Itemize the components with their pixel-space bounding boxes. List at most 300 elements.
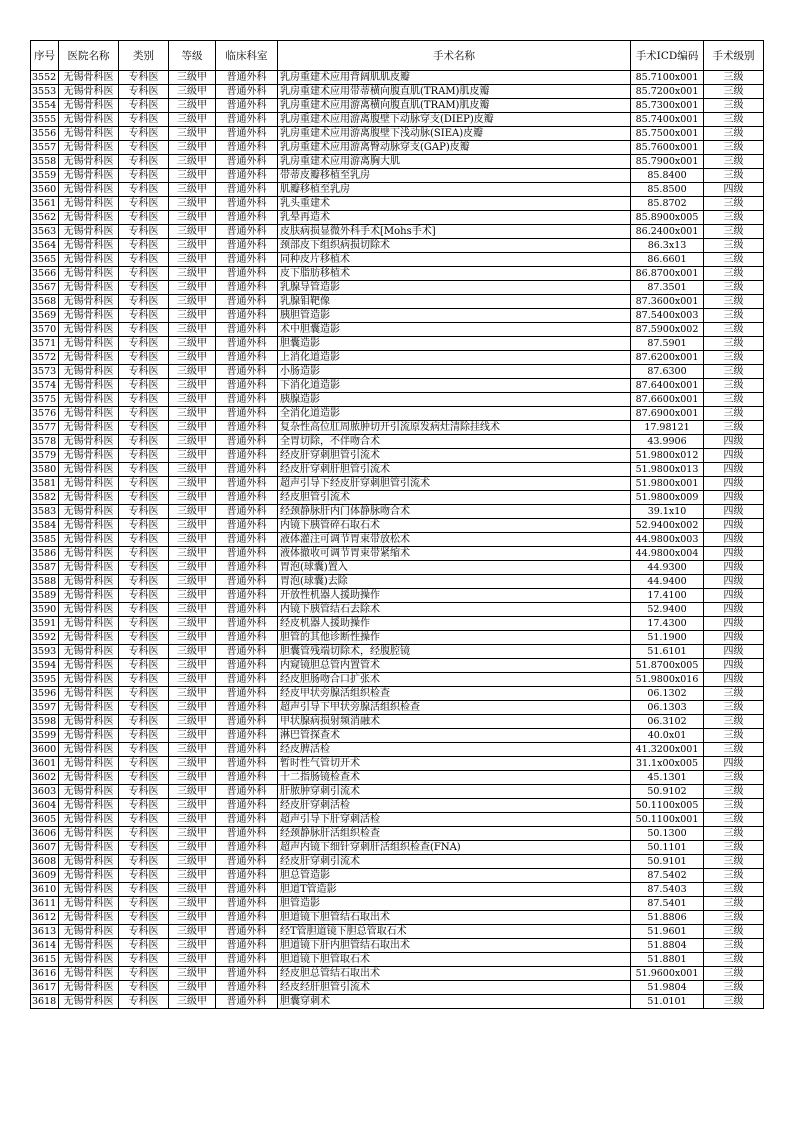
cell-hospital: 无锡骨科医: [59, 85, 119, 99]
table-row: [31, 589, 764, 603]
cell-grade: 三级甲: [169, 113, 216, 127]
cell-grade: 三级甲: [169, 141, 216, 155]
cell-surgery-name: 全胃切除，不伴吻合术: [278, 435, 631, 449]
cell-grade: 三级甲: [169, 701, 216, 715]
table-row: [31, 519, 764, 533]
cell-dept: 普通外科: [216, 449, 278, 463]
cell-grade: 三级甲: [169, 953, 216, 967]
cell-no: 3573: [31, 365, 59, 379]
cell-category: 专科医: [119, 337, 169, 351]
cell-grade: 三级甲: [169, 295, 216, 309]
cell-no: 3557: [31, 141, 59, 155]
cell-category: 专科医: [119, 239, 169, 253]
cell-no: 3616: [31, 967, 59, 981]
table-row: [31, 505, 764, 519]
table-row: [31, 575, 764, 589]
cell-level: 四级: [704, 659, 764, 673]
cell-hospital: 无锡骨科医: [59, 841, 119, 855]
cell-grade: 三级甲: [169, 645, 216, 659]
cell-dept: 普通外科: [216, 435, 278, 449]
cell-surgery-name: 胆管造影: [278, 897, 631, 911]
header-hospital: 医院名称: [59, 41, 119, 71]
cell-level: 三级: [704, 141, 764, 155]
cell-level: 三级: [704, 309, 764, 323]
cell-icd: 85.7200x001: [631, 85, 704, 99]
table-row: [31, 911, 764, 925]
cell-level: 三级: [704, 715, 764, 729]
cell-surgery-name: 胆道镜下胆管取石术: [278, 953, 631, 967]
cell-level: 四级: [704, 491, 764, 505]
cell-category: 专科医: [119, 421, 169, 435]
cell-no: 3553: [31, 85, 59, 99]
cell-category: 专科医: [119, 365, 169, 379]
cell-surgery-name: 经皮脾活检: [278, 743, 631, 757]
cell-grade: 三级甲: [169, 183, 216, 197]
cell-category: 专科医: [119, 673, 169, 687]
cell-surgery-name: 液体灌注可调节胃束带放松术: [278, 533, 631, 547]
table-row: [31, 953, 764, 967]
cell-level: 三级: [704, 967, 764, 981]
cell-surgery-name: 开放性机器人援助操作: [278, 589, 631, 603]
cell-dept: 普通外科: [216, 351, 278, 365]
table-row: [31, 673, 764, 687]
table-row: [31, 533, 764, 547]
cell-no: 3565: [31, 253, 59, 267]
cell-category: 专科医: [119, 225, 169, 239]
cell-dept: 普通外科: [216, 869, 278, 883]
cell-no: 3613: [31, 925, 59, 939]
cell-no: 3571: [31, 337, 59, 351]
cell-surgery-name: 胆总管造影: [278, 869, 631, 883]
cell-grade: 三级甲: [169, 71, 216, 85]
cell-icd: 51.9800x009: [631, 491, 704, 505]
cell-level: 三级: [704, 295, 764, 309]
cell-category: 专科医: [119, 925, 169, 939]
cell-hospital: 无锡骨科医: [59, 757, 119, 771]
cell-hospital: 无锡骨科医: [59, 869, 119, 883]
cell-no: 3607: [31, 841, 59, 855]
cell-category: 专科医: [119, 323, 169, 337]
cell-no: 3569: [31, 309, 59, 323]
cell-category: 专科医: [119, 645, 169, 659]
table-row: [31, 337, 764, 351]
cell-no: 3593: [31, 645, 59, 659]
table-row: [31, 757, 764, 771]
cell-category: 专科医: [119, 813, 169, 827]
cell-hospital: 无锡骨科医: [59, 589, 119, 603]
cell-hospital: 无锡骨科医: [59, 337, 119, 351]
cell-icd: 86.2400x001: [631, 225, 704, 239]
cell-dept: 普通外科: [216, 785, 278, 799]
cell-level: 四级: [704, 449, 764, 463]
cell-dept: 普通外科: [216, 225, 278, 239]
cell-dept: 普通外科: [216, 799, 278, 813]
cell-category: 专科医: [119, 897, 169, 911]
cell-grade: 三级甲: [169, 379, 216, 393]
cell-category: 专科医: [119, 155, 169, 169]
cell-surgery-name: 颈部皮下组织病损切除术: [278, 239, 631, 253]
cell-level: 四级: [704, 519, 764, 533]
cell-surgery-name: 经皮胆总管结石取出术: [278, 967, 631, 981]
cell-no: 3559: [31, 169, 59, 183]
cell-no: 3584: [31, 519, 59, 533]
cell-no: 3583: [31, 505, 59, 519]
cell-level: 四级: [704, 505, 764, 519]
cell-surgery-name: 胆囊穿刺术: [278, 995, 631, 1009]
cell-grade: 三级甲: [169, 449, 216, 463]
cell-level: 三级: [704, 71, 764, 85]
cell-no: 3560: [31, 183, 59, 197]
header-surgery-name: 手术名称: [278, 41, 631, 71]
cell-surgery-name: 皮肤病损显微外科手术[Mohs手术]: [278, 225, 631, 239]
cell-level: 三级: [704, 981, 764, 995]
cell-grade: 三级甲: [169, 785, 216, 799]
cell-icd: 51.9601: [631, 925, 704, 939]
table-row: [31, 841, 764, 855]
cell-grade: 三级甲: [169, 995, 216, 1009]
cell-no: 3603: [31, 785, 59, 799]
cell-dept: 普通外科: [216, 127, 278, 141]
cell-icd: 45.1301: [631, 771, 704, 785]
cell-no: 3568: [31, 295, 59, 309]
table-row: [31, 925, 764, 939]
table-row: [31, 99, 764, 113]
cell-category: 专科医: [119, 197, 169, 211]
cell-hospital: 无锡骨科医: [59, 911, 119, 925]
cell-icd: 51.8806: [631, 911, 704, 925]
cell-level: 三级: [704, 365, 764, 379]
cell-category: 专科医: [119, 85, 169, 99]
cell-no: 3588: [31, 575, 59, 589]
cell-level: 四级: [704, 547, 764, 561]
cell-level: 四级: [704, 617, 764, 631]
cell-icd: 87.5403: [631, 883, 704, 897]
table-row: [31, 379, 764, 393]
cell-hospital: 无锡骨科医: [59, 743, 119, 757]
cell-category: 专科医: [119, 967, 169, 981]
cell-icd: 51.8700x005: [631, 659, 704, 673]
cell-no: 3574: [31, 379, 59, 393]
cell-surgery-name: 肌瓣移植至乳房: [278, 183, 631, 197]
cell-icd: 85.7900x001: [631, 155, 704, 169]
cell-grade: 三级甲: [169, 757, 216, 771]
cell-grade: 三级甲: [169, 771, 216, 785]
cell-category: 专科医: [119, 771, 169, 785]
cell-category: 专科医: [119, 169, 169, 183]
cell-icd: 43.9906: [631, 435, 704, 449]
cell-level: 三级: [704, 323, 764, 337]
cell-icd: 17.4100: [631, 589, 704, 603]
cell-grade: 三级甲: [169, 575, 216, 589]
cell-grade: 三级甲: [169, 687, 216, 701]
cell-surgery-name: 经皮肝穿刺引流术: [278, 855, 631, 869]
cell-grade: 三级甲: [169, 99, 216, 113]
cell-dept: 普通外科: [216, 911, 278, 925]
table-row: [31, 71, 764, 85]
cell-grade: 三级甲: [169, 827, 216, 841]
cell-dept: 普通外科: [216, 183, 278, 197]
cell-surgery-name: 乳房重建术应用游离臀动脉穿支(GAP)皮瓣: [278, 141, 631, 155]
cell-dept: 普通外科: [216, 995, 278, 1009]
cell-hospital: 无锡骨科医: [59, 323, 119, 337]
cell-no: 3598: [31, 715, 59, 729]
cell-dept: 普通外科: [216, 813, 278, 827]
cell-no: 3606: [31, 827, 59, 841]
cell-level: 三级: [704, 785, 764, 799]
cell-category: 专科医: [119, 505, 169, 519]
cell-surgery-name: 胃泡(球囊)置入: [278, 561, 631, 575]
cell-hospital: 无锡骨科医: [59, 435, 119, 449]
cell-dept: 普通外科: [216, 953, 278, 967]
cell-category: 专科医: [119, 463, 169, 477]
cell-grade: 三级甲: [169, 911, 216, 925]
cell-icd: 86.8700x001: [631, 267, 704, 281]
cell-category: 专科医: [119, 99, 169, 113]
cell-hospital: 无锡骨科医: [59, 939, 119, 953]
cell-surgery-name: 下消化道造影: [278, 379, 631, 393]
cell-category: 专科医: [119, 449, 169, 463]
table-row: [31, 225, 764, 239]
table-row: [31, 645, 764, 659]
cell-category: 专科医: [119, 617, 169, 631]
table-row: [31, 785, 764, 799]
cell-icd: 06.1302: [631, 687, 704, 701]
cell-no: 3578: [31, 435, 59, 449]
table-header-row: [31, 41, 764, 71]
cell-surgery-name: 经皮肝穿刺肝胆管引流术: [278, 463, 631, 477]
cell-category: 专科医: [119, 253, 169, 267]
cell-category: 专科医: [119, 267, 169, 281]
cell-category: 专科医: [119, 953, 169, 967]
cell-icd: 85.7100x001: [631, 71, 704, 85]
cell-icd: 87.5900x002: [631, 323, 704, 337]
table-row: [31, 239, 764, 253]
cell-icd: 06.3102: [631, 715, 704, 729]
cell-surgery-name: 胃泡(球囊)去除: [278, 575, 631, 589]
cell-hospital: 无锡骨科医: [59, 449, 119, 463]
cell-surgery-name: 乳腺钼靶像: [278, 295, 631, 309]
cell-hospital: 无锡骨科医: [59, 99, 119, 113]
cell-hospital: 无锡骨科医: [59, 407, 119, 421]
cell-grade: 三级甲: [169, 855, 216, 869]
cell-dept: 普通外科: [216, 757, 278, 771]
cell-grade: 三级甲: [169, 477, 216, 491]
cell-no: 3582: [31, 491, 59, 505]
cell-grade: 三级甲: [169, 407, 216, 421]
cell-dept: 普通外科: [216, 253, 278, 267]
cell-surgery-name: 胆管的其他诊断性操作: [278, 631, 631, 645]
cell-level: 四级: [704, 183, 764, 197]
cell-dept: 普通外科: [216, 379, 278, 393]
cell-grade: 三级甲: [169, 589, 216, 603]
cell-icd: 87.6200x001: [631, 351, 704, 365]
cell-dept: 普通外科: [216, 547, 278, 561]
cell-icd: 85.8900x005: [631, 211, 704, 225]
table-row: [31, 715, 764, 729]
cell-level: 三级: [704, 799, 764, 813]
cell-hospital: 无锡骨科医: [59, 995, 119, 1009]
cell-level: 三级: [704, 995, 764, 1009]
cell-icd: 41.3200x001: [631, 743, 704, 757]
cell-category: 专科医: [119, 281, 169, 295]
cell-grade: 三级甲: [169, 421, 216, 435]
cell-dept: 普通外科: [216, 715, 278, 729]
cell-icd: 17.4300: [631, 617, 704, 631]
cell-dept: 普通外科: [216, 463, 278, 477]
cell-no: 3576: [31, 407, 59, 421]
cell-surgery-name: 超声引导下经皮肝穿刺胆管引流术: [278, 477, 631, 491]
cell-category: 专科医: [119, 855, 169, 869]
cell-level: 三级: [704, 407, 764, 421]
cell-grade: 三级甲: [169, 351, 216, 365]
cell-level: 三级: [704, 939, 764, 953]
cell-dept: 普通外科: [216, 673, 278, 687]
cell-category: 专科医: [119, 295, 169, 309]
cell-grade: 三级甲: [169, 925, 216, 939]
cell-icd: 44.9800x003: [631, 533, 704, 547]
cell-level: 三级: [704, 155, 764, 169]
cell-dept: 普通外科: [216, 505, 278, 519]
cell-no: 3596: [31, 687, 59, 701]
cell-surgery-name: 十二指肠镜检查术: [278, 771, 631, 785]
cell-level: 四级: [704, 757, 764, 771]
table-row: [31, 113, 764, 127]
header-icd: 手术ICD编码: [631, 41, 704, 71]
cell-level: 三级: [704, 827, 764, 841]
table-row: [31, 323, 764, 337]
cell-hospital: 无锡骨科医: [59, 631, 119, 645]
table-row: [31, 939, 764, 953]
cell-no: 3597: [31, 701, 59, 715]
cell-no: 3589: [31, 589, 59, 603]
table-row: [31, 813, 764, 827]
cell-dept: 普通外科: [216, 589, 278, 603]
cell-icd: 51.8801: [631, 953, 704, 967]
cell-dept: 普通外科: [216, 827, 278, 841]
table-row: [31, 561, 764, 575]
table-row: [31, 351, 764, 365]
cell-level: 三级: [704, 883, 764, 897]
cell-surgery-name: 皮下脂肪移植术: [278, 267, 631, 281]
cell-level: 三级: [704, 897, 764, 911]
cell-grade: 三级甲: [169, 253, 216, 267]
cell-level: 三级: [704, 267, 764, 281]
cell-category: 专科医: [119, 547, 169, 561]
cell-level: 四级: [704, 645, 764, 659]
cell-level: 三级: [704, 225, 764, 239]
cell-hospital: 无锡骨科医: [59, 897, 119, 911]
cell-hospital: 无锡骨科医: [59, 491, 119, 505]
cell-hospital: 无锡骨科医: [59, 533, 119, 547]
table-row: [31, 141, 764, 155]
cell-hospital: 无锡骨科医: [59, 127, 119, 141]
cell-level: 三级: [704, 169, 764, 183]
cell-surgery-name: 内镜下胰管碎石取石术: [278, 519, 631, 533]
cell-no: 3591: [31, 617, 59, 631]
cell-level: 三级: [704, 281, 764, 295]
cell-surgery-name: 肝脓肿穿刺引流术: [278, 785, 631, 799]
cell-grade: 三级甲: [169, 729, 216, 743]
cell-icd: 51.9804: [631, 981, 704, 995]
cell-hospital: 无锡骨科医: [59, 603, 119, 617]
cell-icd: 87.6400x001: [631, 379, 704, 393]
cell-surgery-name: 经颈静脉肝活组织检查: [278, 827, 631, 841]
cell-level: 四级: [704, 477, 764, 491]
cell-surgery-name: 全消化道造影: [278, 407, 631, 421]
cell-dept: 普通外科: [216, 981, 278, 995]
cell-no: 3612: [31, 911, 59, 925]
cell-no: 3575: [31, 393, 59, 407]
cell-grade: 三级甲: [169, 169, 216, 183]
cell-level: 四级: [704, 575, 764, 589]
cell-surgery-name: 内镜下胰管结石去除术: [278, 603, 631, 617]
cell-category: 专科医: [119, 715, 169, 729]
cell-icd: 51.6101: [631, 645, 704, 659]
cell-surgery-name: 超声内镜下细针穿刺肝活组织检查(FNA): [278, 841, 631, 855]
cell-category: 专科医: [119, 939, 169, 953]
cell-grade: 三级甲: [169, 617, 216, 631]
cell-level: 四级: [704, 533, 764, 547]
table-row: [31, 981, 764, 995]
cell-dept: 普通外科: [216, 897, 278, 911]
cell-icd: 87.5400x003: [631, 309, 704, 323]
cell-surgery-name: 胆囊造影: [278, 337, 631, 351]
cell-grade: 三级甲: [169, 883, 216, 897]
cell-dept: 普通外科: [216, 883, 278, 897]
cell-dept: 普通外科: [216, 323, 278, 337]
cell-hospital: 无锡骨科医: [59, 281, 119, 295]
cell-no: 3590: [31, 603, 59, 617]
cell-surgery-name: 乳房重建术应用游离腹壁下浅动脉(SIEA)皮瓣: [278, 127, 631, 141]
cell-hospital: 无锡骨科医: [59, 547, 119, 561]
cell-hospital: 无锡骨科医: [59, 883, 119, 897]
cell-grade: 三级甲: [169, 211, 216, 225]
cell-level: 三级: [704, 953, 764, 967]
cell-category: 专科医: [119, 701, 169, 715]
cell-level: 三级: [704, 771, 764, 785]
cell-dept: 普通外科: [216, 71, 278, 85]
cell-hospital: 无锡骨科医: [59, 673, 119, 687]
cell-category: 专科医: [119, 757, 169, 771]
table-row: [31, 855, 764, 869]
cell-grade: 三级甲: [169, 337, 216, 351]
cell-surgery-name: 液体撤收可调节胃束带紧缩术: [278, 547, 631, 561]
cell-icd: 85.7300x001: [631, 99, 704, 113]
cell-level: 三级: [704, 925, 764, 939]
cell-grade: 三级甲: [169, 267, 216, 281]
cell-level: 三级: [704, 701, 764, 715]
cell-icd: 06.1303: [631, 701, 704, 715]
cell-icd: 50.1101: [631, 841, 704, 855]
cell-category: 专科医: [119, 827, 169, 841]
cell-level: 三级: [704, 351, 764, 365]
cell-surgery-name: 乳房重建术应用游离横向腹直肌(TRAM)肌皮瓣: [278, 99, 631, 113]
cell-grade: 三级甲: [169, 897, 216, 911]
cell-hospital: 无锡骨科医: [59, 799, 119, 813]
cell-dept: 普通外科: [216, 631, 278, 645]
cell-dept: 普通外科: [216, 407, 278, 421]
cell-category: 专科医: [119, 491, 169, 505]
cell-grade: 三级甲: [169, 435, 216, 449]
header-no: 序号: [31, 41, 59, 71]
cell-no: 3601: [31, 757, 59, 771]
cell-icd: 86.3x13: [631, 239, 704, 253]
cell-icd: 40.0x01: [631, 729, 704, 743]
cell-dept: 普通外科: [216, 99, 278, 113]
table-row: [31, 421, 764, 435]
cell-level: 三级: [704, 421, 764, 435]
table-row: [31, 491, 764, 505]
